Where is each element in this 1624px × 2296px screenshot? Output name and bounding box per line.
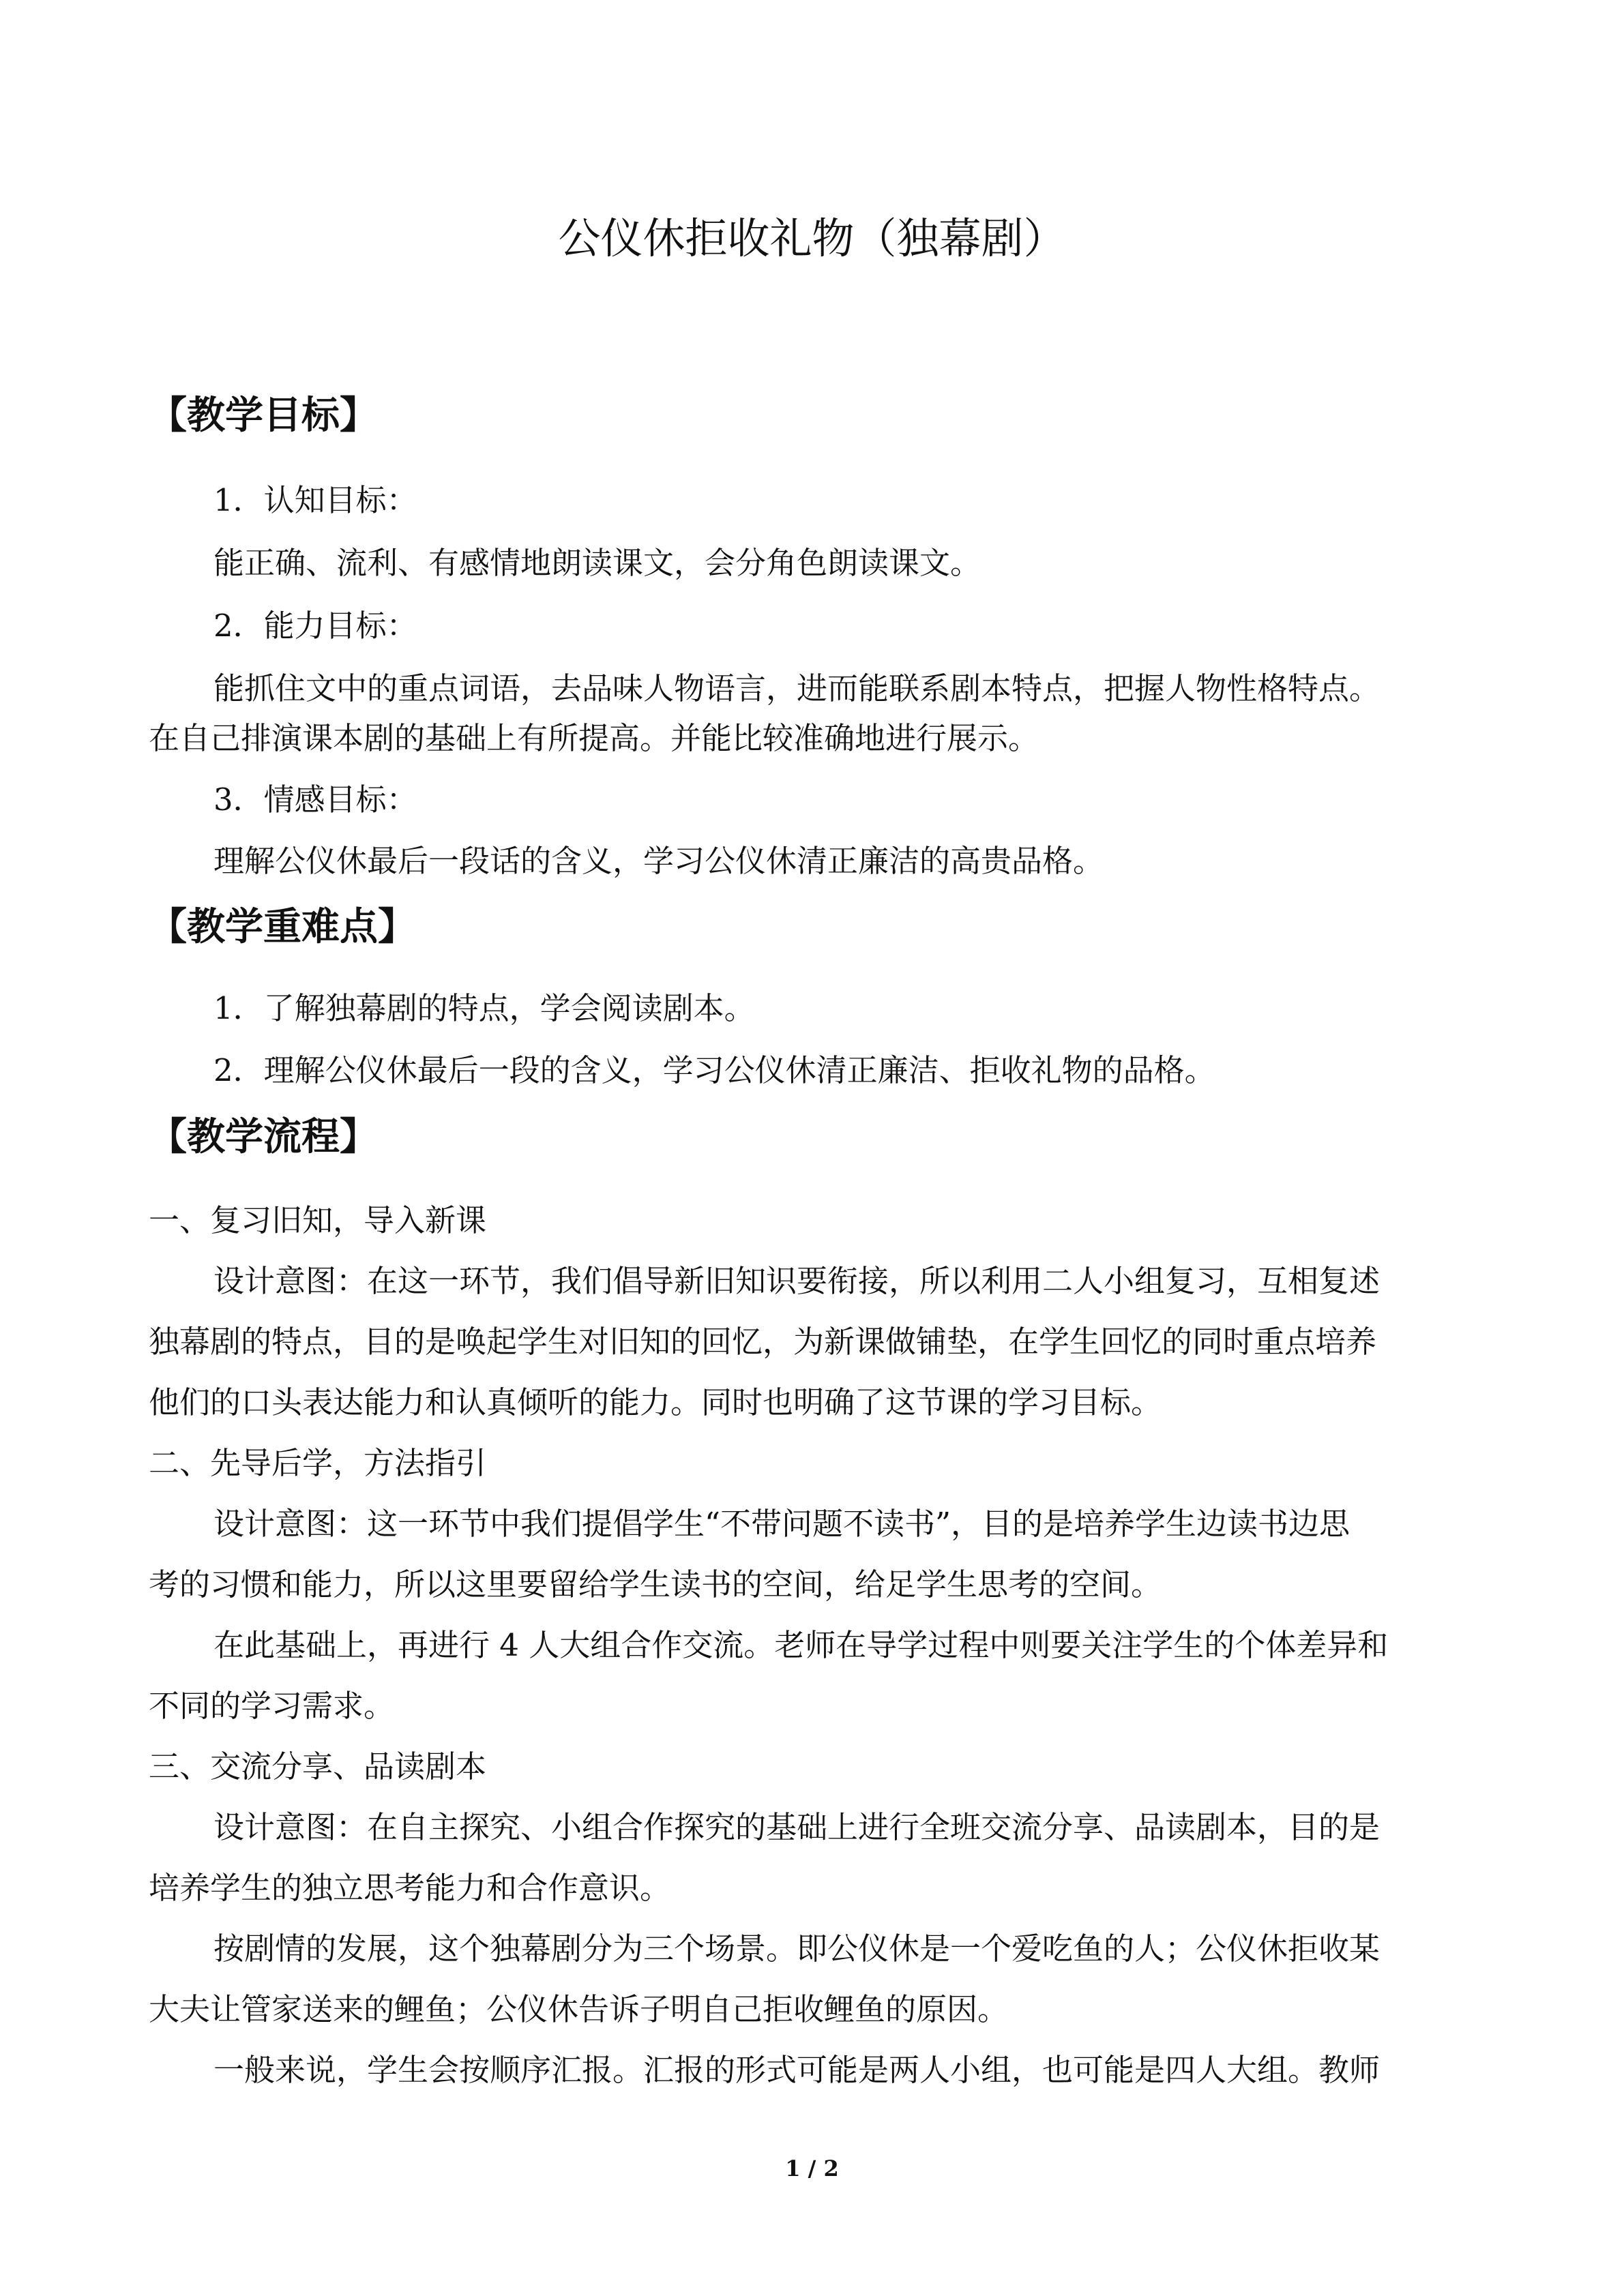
process-line-3: 独幕剧的特点，目的是唤起学生对旧知的回忆，为新课做铺垫，在学生回忆的同时重点培养: [149, 1324, 1377, 1360]
section-heading-key-points: 【教学重难点】: [149, 905, 416, 949]
goal-line-1: 1．认知目标：: [213, 482, 417, 518]
process-line-5: 二、先导后学，方法指引: [149, 1445, 487, 1481]
process-line-1: 一、复习旧知，导入新课: [149, 1202, 487, 1238]
key-point-line-1: 1．了解独幕剧的特点，学会阅读剧本。: [213, 990, 755, 1026]
goal-line-7: 理解公仪休最后一段话的含义，学习公仪休清正廉洁的高贵品格。: [213, 843, 1104, 879]
document-title: 公仪休拒收礼物（独幕剧）: [558, 213, 1066, 263]
process-line-12: 培养学生的独立思考能力和合作意识。: [149, 1870, 671, 1906]
goal-line-5: 在自己排演课本剧的基础上有所提高。并能比较准确地进行展示。: [149, 720, 1039, 756]
process-line-10: 三、交流分享、品读剧本: [149, 1748, 487, 1785]
section-heading-process: 【教学流程】: [149, 1115, 378, 1159]
goal-line-3: 2．能力目标：: [213, 608, 417, 644]
goal-line-4: 能抓住文中的重点词语，去品味人物语言，进而能联系剧本特点，把握人物性格特点。: [213, 670, 1381, 706]
process-line-2: 设计意图：在这一环节，我们倡导新旧知识要衔接，所以利用二人小组复习，互相复述: [213, 1263, 1381, 1299]
section-heading-goals: 【教学目标】: [149, 393, 378, 438]
process-line-7: 考的习惯和能力，所以这里要留给学生读书的空间，给足学生思考的空间。: [149, 1566, 1162, 1602]
process-line-14: 大夫让管家送来的鲤鱼；公仪休告诉子明自己拒收鲤鱼的原因。: [149, 1991, 1009, 2027]
process-line-11: 设计意图：在自主探究、小组合作探究的基础上进行全班交流分享、品读剧本，目的是: [213, 1809, 1381, 1845]
process-line-6: 设计意图：这一环节中我们提倡学生“不带问题不读书”，目的是培养学生边读书边思: [213, 1506, 1350, 1542]
process-line-13: 按剧情的发展，这个独幕剧分为三个场景。即公仪休是一个爱吃鱼的人；公仪休拒收某: [213, 1930, 1381, 1967]
key-point-line-2: 2．理解公仪休最后一段的含义，学习公仪休清正廉洁、拒收礼物的品格。: [213, 1052, 1215, 1088]
page-number: 1 / 2: [785, 2156, 839, 2181]
process-line-9: 不同的学习需求。: [149, 1688, 395, 1724]
goal-line-2: 能正确、流利、有感情地朗读课文，会分角色朗读课文。: [213, 545, 981, 581]
process-line-8: 在此基础上，再进行 4 人大组合作交流。老师在导学过程中则要关注学生的个体差异和: [213, 1627, 1389, 1663]
goal-line-6: 3．情感目标：: [213, 781, 417, 818]
process-line-4: 他们的口头表达能力和认真倾听的能力。同时也明确了这节课的学习目标。: [149, 1384, 1162, 1420]
process-line-15: 一般来说，学生会按顺序汇报。汇报的形式可能是两人小组，也可能是四人大组。教师: [213, 2052, 1381, 2088]
